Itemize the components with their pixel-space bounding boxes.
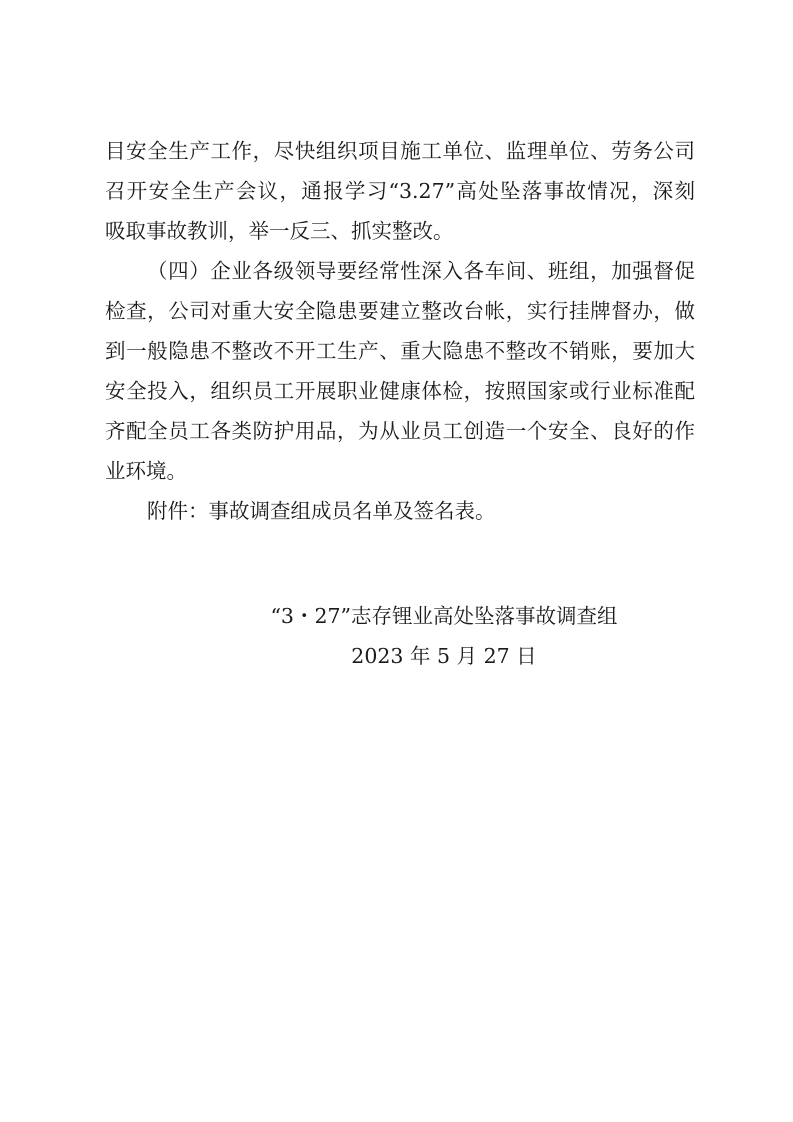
signature-date: 2023 年 5 月 27 日: [351, 644, 537, 668]
signature-organization: “3・27”志存锂业高处坠落事故调查组: [270, 604, 618, 628]
attachment-note: 附件：事故调查组成员名单及签名表。: [147, 499, 496, 523]
paragraph-line: 目安全生产工作，尽快组织项目施工单位、监理单位、劳务公司: [105, 139, 695, 163]
paragraph-line: （四）企业各级领导要经常性深入各车间、班组，加强督促: [147, 259, 695, 283]
paragraph-line: 召开安全生产会议，通报学习“3.27”高处坠落事故情况，深刻: [105, 179, 695, 203]
paragraph-line: 安全投入，组织员工开展职业健康体检，按照国家或行业标准配: [105, 379, 695, 403]
paragraph-line: 到一般隐患不整改不开工生产、重大隐患不整改不销账，要加大: [105, 339, 695, 363]
paragraph-line: 吸取事故教训，举一反三、抓实整改。: [105, 219, 454, 243]
paragraph-line: 业环境。: [105, 459, 187, 483]
paragraph-line: 齐配全员工各类防护用品，为从业员工创造一个安全、良好的作: [105, 419, 695, 443]
paragraph-line: 检查，公司对重大安全隐患要建立整改台帐，实行挂牌督办，做: [105, 299, 695, 323]
